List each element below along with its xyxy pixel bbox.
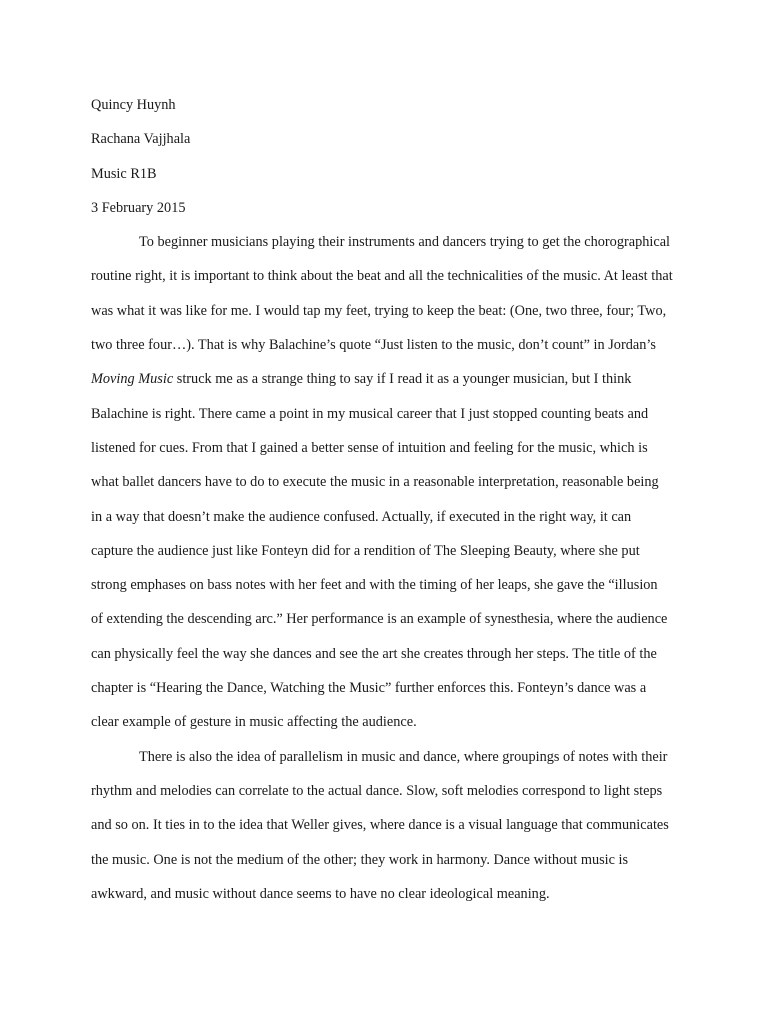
paragraph-2	[91, 740, 683, 911]
course-name: Music R1B	[91, 165, 157, 182]
paragraph-line: awkward, and music without dance seems to have no clear ideological meaning.	[91, 885, 550, 902]
paragraph-line: two three four…). That is why Balachine’s quote “Just listen to the music, don’t count” in Jordan’s	[91, 337, 656, 354]
paragraph-line: There is also the idea of parallelism in music and dance, where groupings of notes with their	[139, 748, 668, 765]
paragraph-line: and so on. It ties in to the idea that Weller gives, where dance is a visual language that communicates	[91, 817, 669, 834]
paragraph-line: the music. One is not the medium of the other; they work in harmony. Dance without music is	[91, 851, 629, 868]
paragraph-line: To beginner musicians playing their instruments and dancers trying to get the chorographical	[139, 234, 671, 251]
paragraph-line: capture the audience just like Fonteyn did for a rendition of The Sleeping Beauty, where she put	[91, 542, 640, 559]
paragraph-line: what ballet dancers have to do to execute the music in a reasonable interpretation, reasonable being	[91, 474, 659, 491]
paragraph-line: routine right, it is important to think about the beat and all the technicalities of the music. At least that	[91, 268, 673, 285]
book-title: Moving Music	[91, 371, 174, 388]
paragraph-line: strong emphases on bass notes with her feet and with the timing of her leaps, she gave the “illusion	[91, 577, 658, 594]
paragraph-line: clear example of gesture in music affecting the audience.	[91, 714, 417, 731]
paragraph-line: chapter is “Hearing the Dance, Watching the Music” further enforces this. Fonteyn’s dance was a	[91, 680, 647, 697]
paragraph-line: can physically feel the way she dances and see the art she creates through her steps. The title of the	[91, 645, 657, 662]
essay-body	[91, 88, 683, 911]
paragraph-line: was what it was like for me. I would tap my feet, trying to keep the beat: (One, two three, four; Two,	[91, 302, 667, 319]
paragraph-line: rhythm and melodies can correlate to the actual dance. Slow, soft melodies correspond to light steps	[91, 782, 663, 799]
paragraph-line-with-title	[91, 362, 683, 396]
paragraph-line-text: struck me as a strange thing to say if I read it as a younger musician, but I think	[173, 371, 632, 388]
paragraph-line: of extending the descending arc.” Her performance is an example of synesthesia, where the audience	[91, 611, 668, 628]
paragraph-line: in a way that doesn’t make the audience confused. Actually, if executed in the right way, it can	[91, 508, 632, 525]
student-name: Quincy Huynh	[91, 97, 176, 113]
paragraph-1	[91, 225, 683, 739]
paragraph-line: Balachine is right. There came a point in my musical career that I just stopped counting beats and	[91, 405, 649, 422]
essay-date: 3 February 2015	[91, 199, 186, 216]
instructor-name: Rachana Vajjhala	[91, 131, 191, 148]
paragraph-line: listened for cues. From that I gained a better sense of intuition and feeling for the music, which is	[91, 439, 648, 456]
